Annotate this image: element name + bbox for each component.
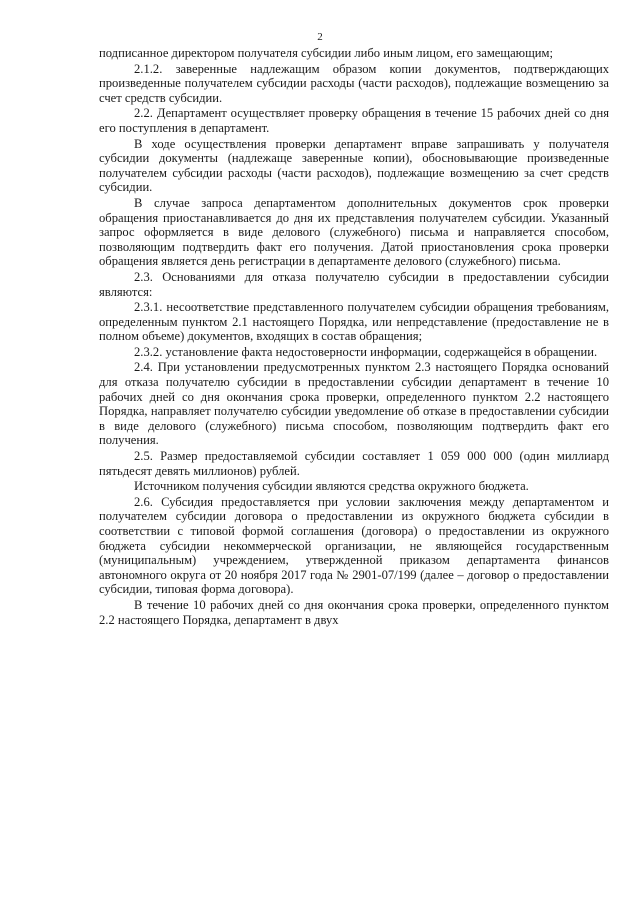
paragraph: 2.3.2. установление факта недостоверности информации, содержащейся в обращении. [134, 344, 598, 359]
paragraph: 2.6. Субсидия предоставляется при условии заключения между департаментом и получателем субсидии договора о предоставлении из окружного бюджета субсидии в соответствии с типовой формой соглашения (договора) о предоставлении из окружного бюджета субсидии некоммерческой организации, не являющейся государственным (муниципальным) учреждением, утвержденной приказом департамента финансов автономного округа от 20 ноября 2017 года № 2901-07/199 (далее – договор о предоставлении субсидии, типовая форма договора). [99, 494, 609, 597]
paragraph: 2.5. Размер предоставляемой субсидии составляет 1 059 000 000 (один миллиард пятьдесят девять миллионов) рублей. [99, 449, 609, 478]
paragraph: 2.3.1. несоответствие представленного получателем субсидии обращения требованиям, определенным пунктом 2.1 настоящего Порядка, или непредставление (предоставление не в полном объеме) документов, входящих в состав обращения; [99, 300, 609, 344]
paragraph: Источником получения субсидии являются средства окружного бюджета. [134, 479, 529, 494]
paragraph: 2.2. Департамент осуществляет проверку обращения в течение 15 рабочих дней со дня его поступления в департамент. [99, 106, 609, 135]
paragraph: В случае запроса департаментом дополнительных документов срок проверки обращения приостанавливается до дня их представления получателем субсидии. Указанный запрос оформляется в виде делового (служебного) письма и направляется способом, позволяющим подтвердить факт его получения. Датой приостановления срока проверки обращения является день регистрации в департаменте делового (служебного) письма. [99, 195, 609, 269]
document-body [99, 46, 609, 628]
paragraph: В течение 10 рабочих дней со дня окончания срока проверки, определенного пунктом 2.2 настоящего Порядка, департамент в двух [99, 597, 609, 627]
paragraph: 2.3. Основаниями для отказа получателю субсидии в предоставлении субсидии являются: [99, 269, 609, 299]
paragraph: В ходе осуществления проверки департамент вправе запрашивать у получателя субсидии документы (надлежаще заверенные копии), обосновывающие произведенные получателем субсидии расходы (части расходов), подлежащие возмещению за счет средств субсидии. [99, 136, 609, 195]
paragraph: подписанное директором получателя субсидии либо иным лицом, его замещающим; [99, 46, 553, 60]
paragraph: 2.4. При установлении предусмотренных пунктом 2.3 настоящего Порядка оснований для отказа получателю субсидии в предоставлении субсидии департамент в течение 10 рабочих дней со дня окончания срока проверки, определенного пунктом 2.2 настоящего Порядка, направляет получателю субсидии уведомление об отказе в предоставлении субсидии в виде делового (служебного) письма способом, позволяющим подтвердить факт его получения. [99, 360, 609, 448]
page-number: 2 [317, 31, 323, 43]
paragraph: 2.1.2. заверенные надлежащим образом копии документов, подтверждающих произведенные получателем субсидии расходы (части расходов), подлежащие возмещению за счет средств субсидии. [99, 61, 609, 105]
